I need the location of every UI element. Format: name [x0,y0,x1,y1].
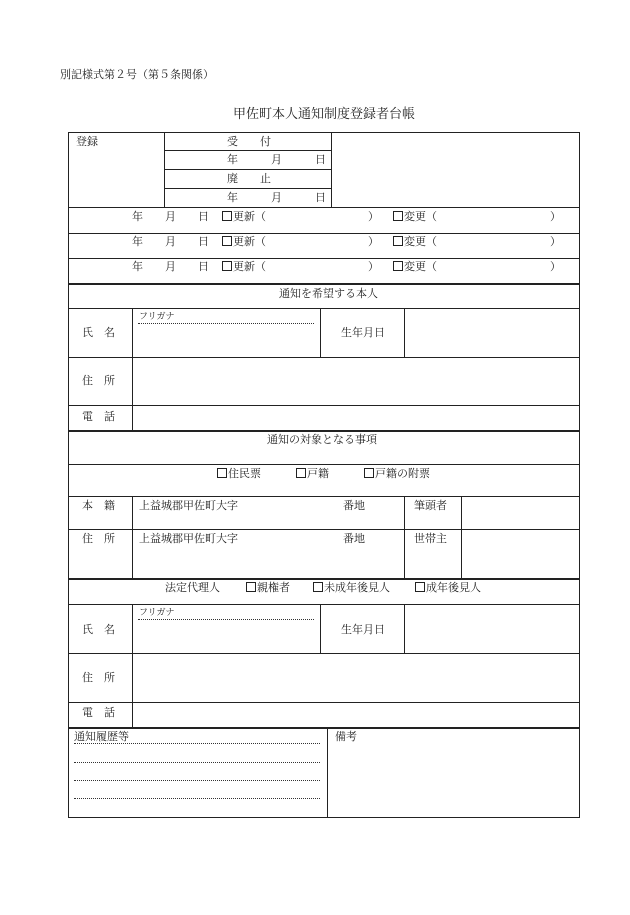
renewal-date: 年 月 日 [132,210,209,223]
abolished-label: 廃 止 [227,172,271,185]
renew-field[interactable]: 更新（ [222,260,266,274]
abolished-date: 年 月 日 [227,191,326,204]
agent-address-label: 住 所 [82,671,115,684]
agent-birth-label: 生年月日 [341,623,385,636]
person-birth-field[interactable] [406,310,578,355]
renewal-date: 年 月 日 [132,260,209,273]
received-label: 受 付 [227,135,271,148]
checkbox-icon[interactable] [222,261,232,271]
honseki-label: 本 籍 [82,499,115,512]
checkbox-icon[interactable] [313,582,323,592]
checkbox-icon[interactable] [393,211,403,221]
checkbox-icon[interactable] [415,582,425,592]
honseki-value: 上益城郡甲佐町大字 [139,499,238,512]
remarks-label: 備考 [335,730,357,743]
option-fuhyo[interactable]: 戸籍の附票 [364,467,430,481]
option-miseinen[interactable]: 未成年後見人 [313,581,390,595]
change-close: ） [550,210,561,223]
page-title: 甲佐町本人通知制度登録者台帳 [233,107,416,122]
target-section-title: 通知の対象となる事項 [267,433,377,446]
change-close: ） [550,260,561,273]
renew-field[interactable]: 更新（ [222,210,266,224]
phone-label: 電 話 [82,410,115,423]
history-field[interactable] [72,745,324,815]
option-juminhyo[interactable]: 住民票 [217,467,261,481]
checkbox-icon[interactable] [393,261,403,271]
change-close: ） [550,235,561,248]
person-address-field[interactable] [134,359,578,403]
name-label: 氏 名 [82,326,115,339]
agent-birth-field[interactable] [406,606,578,651]
change-field[interactable]: 変更（ [393,210,437,224]
person-name-field[interactable] [134,325,318,355]
agent-label: 法定代理人 [165,581,220,594]
agent-furigana-label: フリガナ [139,608,175,618]
furigana-label: フリガナ [139,312,175,322]
jusho-value: 上益城郡甲佐町大字 [139,532,238,545]
registration-label: 登録 [76,135,98,148]
agent-address-field[interactable] [134,655,578,700]
person-section-title: 通知を希望する本人 [279,287,378,300]
checkbox-icon[interactable] [246,582,256,592]
setainushi-label: 世帯主 [414,532,447,545]
hittousha-field[interactable] [463,498,578,527]
checkbox-icon[interactable] [222,236,232,246]
checkbox-icon[interactable] [222,211,232,221]
agent-name-label: 氏 名 [82,623,115,636]
renew-close: ） [368,235,379,248]
renew-close: ） [368,210,379,223]
setainushi-field[interactable] [463,531,578,576]
renewal-date: 年 月 日 [132,235,209,248]
jusho-label: 住 所 [82,532,115,545]
remarks-field[interactable] [330,746,578,816]
option-shinkensha[interactable]: 親権者 [246,581,290,595]
birth-label: 生年月日 [341,326,385,339]
change-field[interactable]: 変更（ [393,235,437,249]
person-phone-field[interactable] [134,407,578,429]
checkbox-icon[interactable] [364,468,374,478]
renew-close: ） [368,260,379,273]
renew-field[interactable]: 更新（ [222,235,266,249]
checkbox-icon[interactable] [296,468,306,478]
hittousha-label: 筆頭者 [414,499,447,512]
checkbox-icon[interactable] [393,236,403,246]
agent-phone-label: 電 話 [82,706,115,719]
address-label: 住 所 [82,374,115,387]
form-number: 別記様式第２号（第５条関係） [60,68,214,81]
checkbox-icon[interactable] [217,468,227,478]
agent-name-field[interactable] [134,621,318,651]
history-label: 通知履歴等 [74,730,129,743]
option-seinen[interactable]: 成年後見人 [415,581,481,595]
banchi-label: 番地 [343,499,365,512]
change-field[interactable]: 変更（ [393,260,437,274]
option-koseki[interactable]: 戸籍 [296,467,329,481]
banchi-label-2: 番地 [343,532,365,545]
agent-phone-field[interactable] [134,704,578,726]
received-date: 年 月 日 [227,153,326,166]
